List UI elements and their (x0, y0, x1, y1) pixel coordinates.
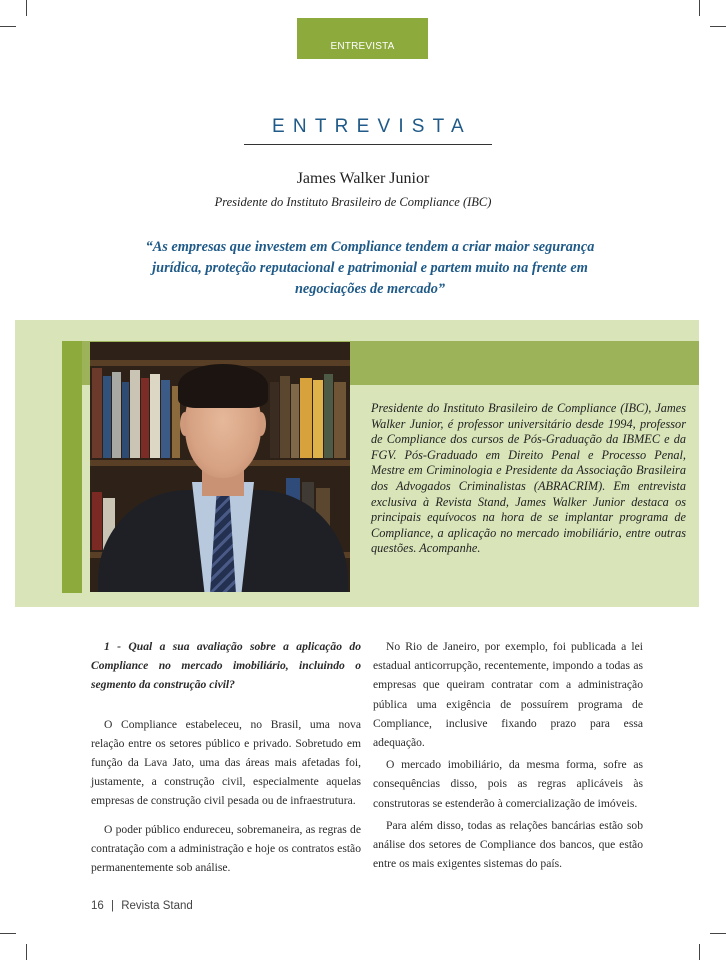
article-paragraph: No Rio de Janeiro, por exemplo, foi publicada a lei estadual anticorrupção, recentemente, impondo a todas as empresas que queiram contratar com a administração pública uma exigência de possuírem programa de Compliance, inclusive fixando prazo para essa adequação. (373, 640, 643, 750)
interviewee-name: James Walker Junior (296, 170, 430, 187)
panel-accent-bar (62, 341, 82, 593)
section-tag: ENTREVISTA (297, 18, 428, 59)
title-divider (244, 144, 492, 145)
page-footer (91, 900, 193, 912)
crop-mark (699, 0, 700, 16)
interviewee-role: Presidente do Instituto Brasileiro de Compliance (IBC) (214, 195, 492, 209)
article-paragraph: Para além disso, todas as relações bancárias estão sob análise dos setores de Compliance dos bancos, que estão entre os mais exigentes sistemas do país. (373, 818, 643, 871)
article-paragraph: O Compliance estabeleceu, no Brasil, uma nova relação entre os setores público e privado. Sobretudo em função da Lava Jato, uma das áreas mais afetadas foi, justamente, a construção civil, especialmente aquelas empresas de construção civil pesada ou de infraestrutura. (91, 717, 361, 808)
article-column-left (91, 637, 361, 886)
crop-mark (0, 26, 16, 27)
article-paragraph: O poder público endureceu, sobremaneira, as regras de contratação com a administração e hoje os contratos estão permanentemente sob análise. (91, 822, 361, 875)
publication-name: Revista Stand (121, 900, 193, 912)
crop-mark (699, 944, 700, 960)
article-paragraph: O mercado imobiliário, da mesma forma, sofre as consequências disso, pois as regras aplicáveis às construtoras se estenderão à comercialização de imóveis. (373, 758, 643, 810)
bio-text: Presidente do Instituto Brasileiro de Compliance (IBC), James Walker Junior, é professor universitário desde 1994, professor de Compliance dos cursos de Pós-Graduação da IBMEC e da FGV. Pós-Graduado em Direito Penal e Processo Penal, Mestre em Criminologia e Presidente da Associação Brasileira dos Advogados Criminalistas (ABRACRIM). Em entrevista exclusiva à Revista Stand, James Walker Junior destaca os principais equívocos na hora de se implantar programa de Compliance, a aplicação no mercado imobiliário, entre outras questões. Acompanhe. (371, 401, 686, 556)
article-column-right (373, 637, 643, 876)
pull-quote: “As empresas que investem em Compliance tendem a criar maior segurança jurídica, proteção reputacional e patrimonial e partem muito na frente em negociações de mercado” (145, 239, 595, 297)
footer-separator: | (111, 900, 114, 912)
crop-mark (0, 933, 16, 934)
page-number: 16 (91, 900, 104, 912)
interview-question: 1 - Qual a sua avaliação sobre a aplicação do Compliance no mercado imobiliário, incluindo o segmento da construção civil? (91, 640, 361, 692)
interviewee-photo (90, 342, 350, 592)
crop-mark (710, 933, 726, 934)
crop-mark (26, 0, 27, 16)
crop-mark (26, 944, 27, 960)
section-title: ENTREVISTA (272, 116, 472, 137)
crop-mark (710, 26, 726, 27)
